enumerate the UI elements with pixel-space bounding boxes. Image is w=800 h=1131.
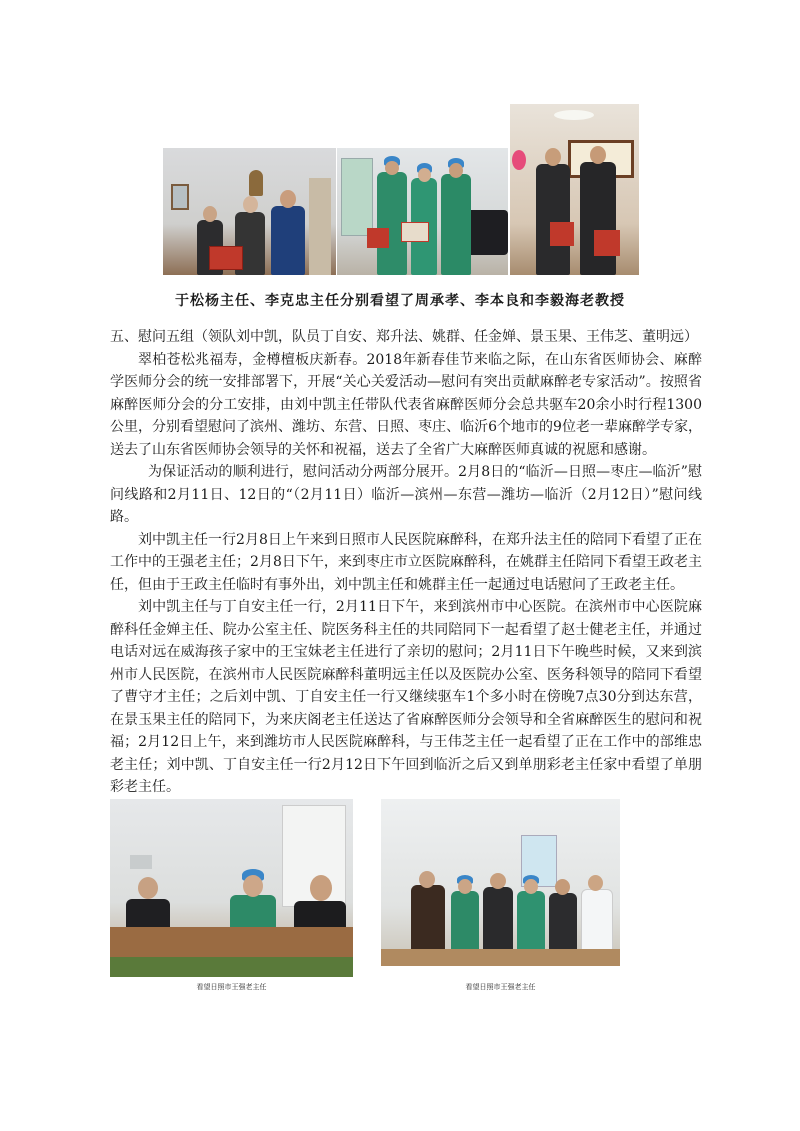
paragraph: 刘中凯主任与丁自安主任一行，2月11日下午，来到滨州市中心医院。在滨州市中心医院麻醉科任金婵主任、院办公室主任、院医务科主任的共同陪同下一起看望了赵士健老主任，并通过电话对远在威海孩子家中的王宝妹老主任进行了亲切的慰问；2月11日下午晚些时候，又来到滨州市人民医院，在滨州市人民医院麻醉科董明远主任以及医院办公室、医务科领导的陪同下看望了曹守才主任；之后刘中凯、丁自安主任一行又继续驱车1个多小时在傍晚7点30分到达东营，在景玉果主任的陪同下，为来庆阁老主任送达了省麻醉医师分会领导和全省麻醉医生的慰问和祝福；2月12日上午，来到潍坊市人民医院麻醉科，与王伟芝主任一起看望了正在工作中的部维忠老主任；刘中凯、丁自安主任一行2月12日下午回到临沂之后又到单朋彩老主任家中看望了单朋彩老主任。 <box>110 599 702 795</box>
section-heading: 五、慰问五组（领队刘中凯，队员丁自安、郑升法、姚群、任金婵、景玉果、王伟芝、董明远） <box>110 329 698 345</box>
paragraph: 刘中凯主任一行2月8日上午来到日照市人民医院麻醉科，在郑升法主任的陪同下看望了正在工作中的王强老主任；2月8日下午，来到枣庄市立医院麻醉科，在姚群主任陪同下看望王政老主任，但由于王政主任临时有事外出，刘中凯主任和姚群主任一起通过电话慰问了王政老主任。 <box>110 531 702 593</box>
photo-visit-hospital <box>337 148 508 275</box>
photo-visit-wangqiang-2 <box>381 799 620 966</box>
photo-caption: 于松杨主任、李克忠主任分别看望了周承孝、李本良和李毅海老教授 <box>175 293 625 309</box>
photo-visit-home <box>163 148 336 275</box>
paragraph: 为保证活动的顺利进行，慰问活动分两部分展开。2月8日的“临沂—日照—枣庄—临沂”慰问线路和2月11日、12日的“（2月11日）临沂—滨州—东营—潍坊—临沂（2月12日）”慰问线路。 <box>110 464 702 525</box>
article-body <box>110 326 702 799</box>
photo-caption-right: 看望日照市王强老主任 <box>465 983 536 991</box>
photo-visit-office <box>510 104 639 275</box>
photo-caption-left: 看望日照市王强老主任 <box>196 983 267 991</box>
photo-visit-wangqiang-1 <box>110 799 353 977</box>
paragraph: 翠柏苍松兆福寿，金樽檀板庆新春。2018年新春佳节来临之际，在山东省医师协会、麻醉学医师分会的统一安排部署下，开展“关心关爱活动—慰问有突出贡献麻醉老专家活动”。按照省麻醉医师分会的分工安排，由刘中凯主任带队代表省麻醉医师分会总共驱车20余小时行程1300公里，分别看望慰问了滨州、潍坊、东营、日照、枣庄、临沂6个地市的9位老一辈麻醉学专家，送去了山东省医师协会领导的关怀和祝福，送去了全省广大麻醉医师真诚的祝愿和感谢。 <box>110 351 702 458</box>
